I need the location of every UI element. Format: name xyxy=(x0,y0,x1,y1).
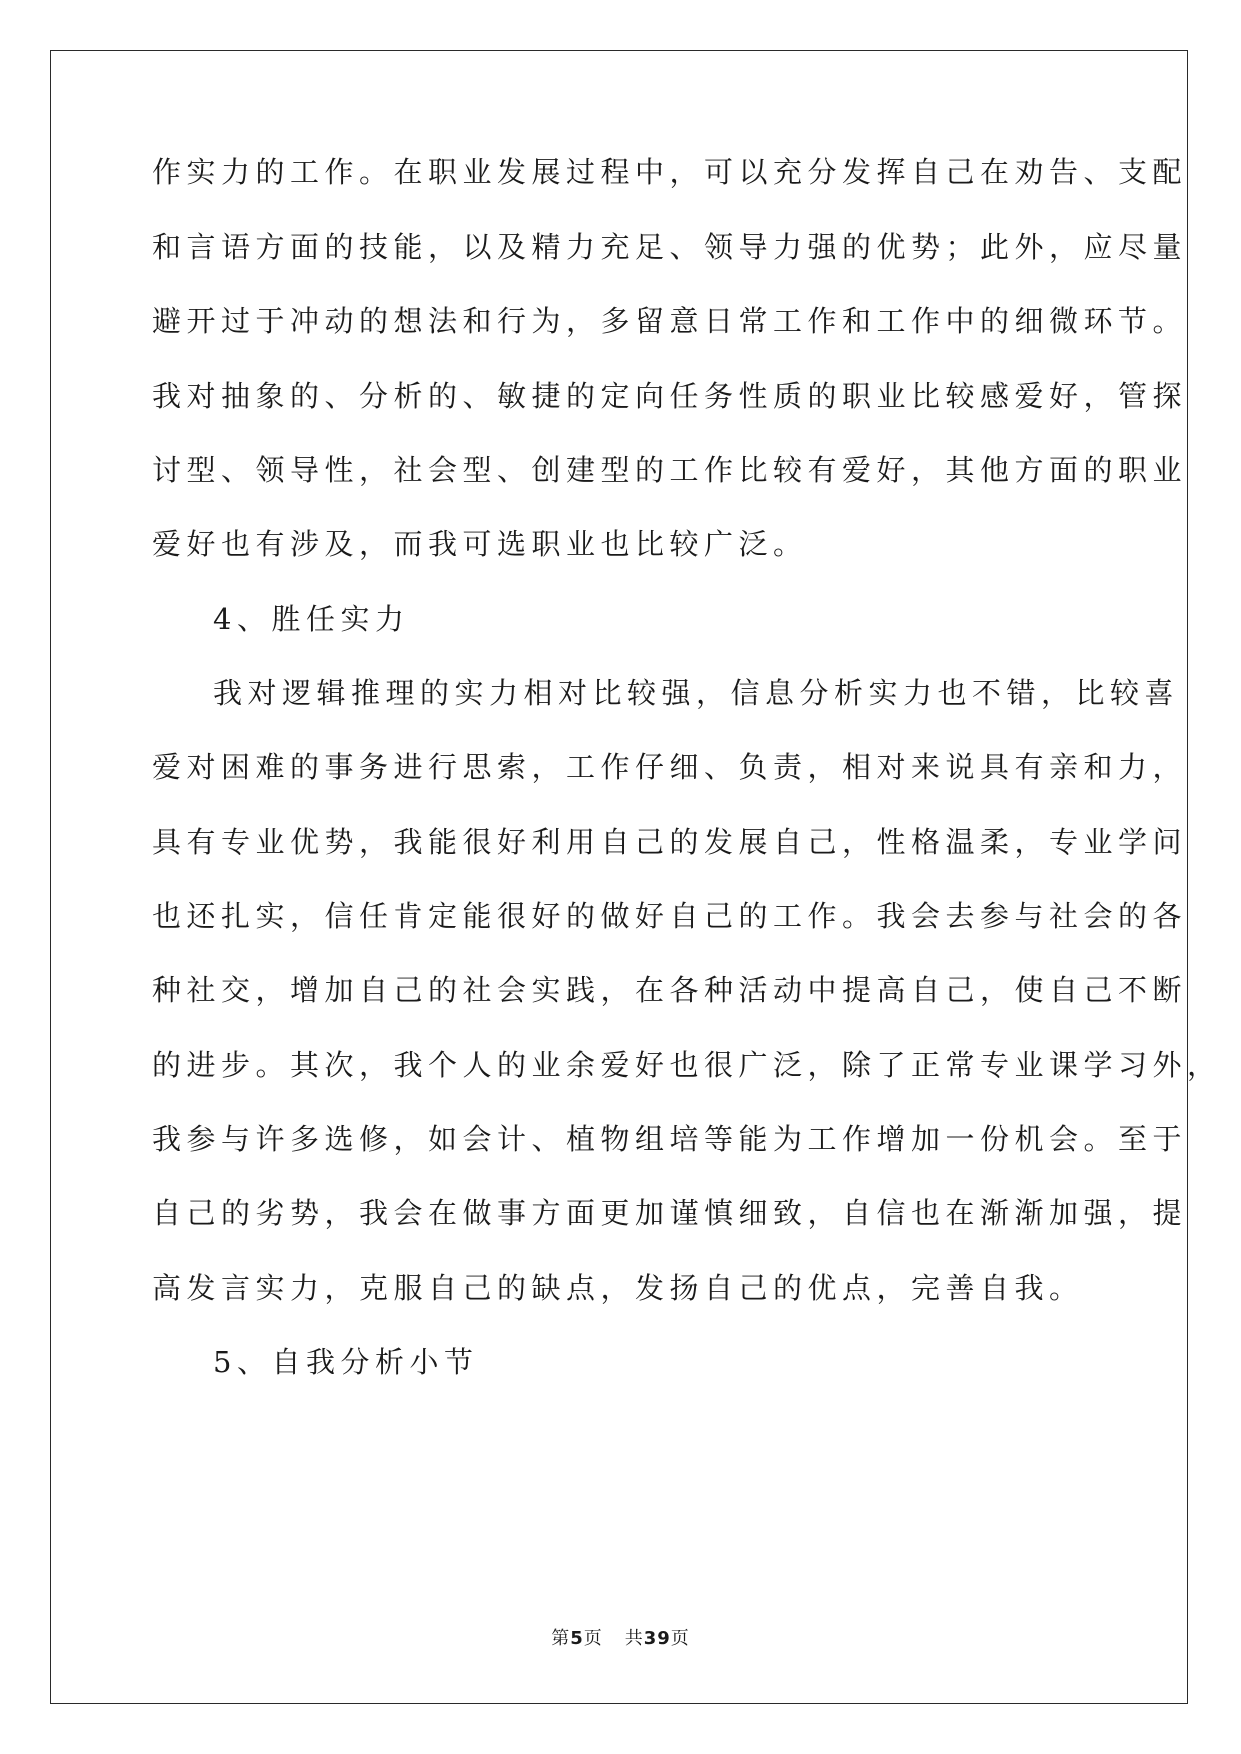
body-line: 高发言实力，克服自己的缺点，发扬自己的优点，完善自我。 xyxy=(152,1271,1084,1305)
body-line: 讨型、领导性，社会型、创建型的工作比较有爱好，其他方面的职业 xyxy=(152,453,1188,487)
body-line: 也还扎实，信任肯定能很好的做好自己的工作。我会去参与社会的各 xyxy=(152,899,1188,933)
body-line: 我对逻辑推理的实力相对比较强，信息分析实力也不错，比较喜 xyxy=(213,676,1180,710)
total-prefix: 共 xyxy=(624,1628,644,1649)
body-line: 我参与许多选修，如会计、植物组培等能为工作增加一份机会。至于 xyxy=(152,1122,1188,1156)
body-line: 和言语方面的技能，以及精力充足、领导力强的优势；此外，应尽量 xyxy=(152,230,1188,264)
page-prefix: 第 xyxy=(551,1628,571,1649)
section-heading: 5、自我分析小节 xyxy=(213,1345,479,1379)
body-line: 种社交，增加自己的社会实践，在各种活动中提高自己，使自己不断 xyxy=(152,973,1188,1007)
body-line: 避开过于冲动的想法和行为，多留意日常工作和工作中的细微环节。 xyxy=(152,304,1188,338)
total-pages: 39 xyxy=(643,1628,671,1649)
body-line: 爱好也有涉及，而我可选职业也比较广泛。 xyxy=(152,527,808,561)
page-suffix: 页 xyxy=(583,1628,603,1649)
body-line: 具有专业优势，我能很好利用自己的发展自己，性格温柔，专业学问 xyxy=(152,825,1188,859)
page-footer xyxy=(0,1624,1241,1650)
page-border xyxy=(50,50,1188,1704)
page-number: 5 xyxy=(570,1628,584,1649)
body-line: 自己的劣势，我会在做事方面更加谨慎细致，自信也在渐渐加强，提 xyxy=(152,1196,1188,1230)
total-suffix: 页 xyxy=(670,1628,690,1649)
body-line: 我对抽象的、分析的、敏捷的定向任务性质的职业比较感爱好，管探 xyxy=(152,379,1188,413)
body-line: 爱对困难的事务进行思索，工作仔细、负责，相对来说具有亲和力， xyxy=(152,750,1188,784)
body-line: 的进步。其次，我个人的业余爱好也很广泛，除了正常专业课学习外， xyxy=(152,1048,1222,1082)
section-heading: 4、胜任实力 xyxy=(213,602,410,636)
body-line: 作实力的工作。在职业发展过程中，可以充分发挥自己在劝告、支配 xyxy=(152,155,1188,189)
